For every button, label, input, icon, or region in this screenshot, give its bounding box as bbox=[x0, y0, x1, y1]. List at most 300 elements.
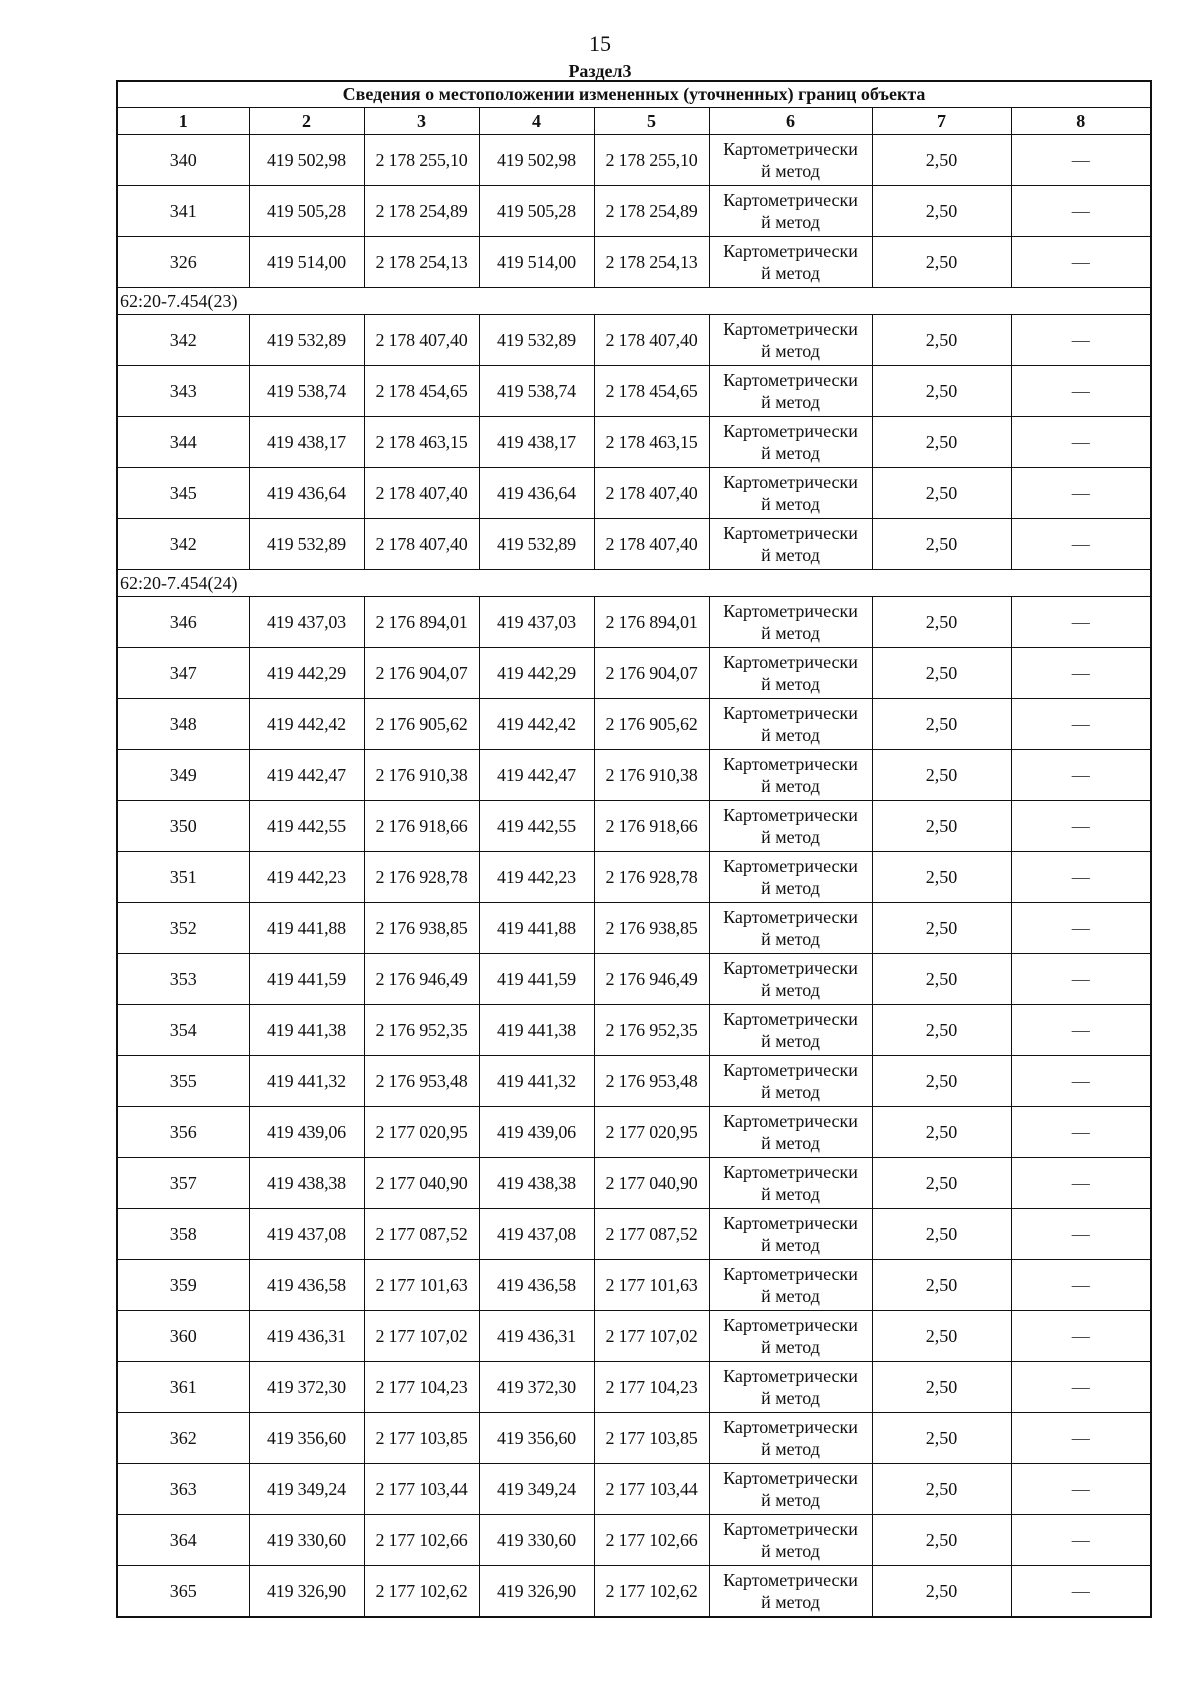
method-cell bbox=[709, 750, 872, 801]
y-old-cell: 2 176 946,49 bbox=[364, 954, 479, 1005]
y-new-cell: 2 176 938,85 bbox=[594, 903, 709, 954]
y-new-cell: 2 177 087,52 bbox=[594, 1209, 709, 1260]
method-text-line-2: й метод bbox=[761, 1490, 820, 1510]
description-cell: — bbox=[1011, 366, 1151, 417]
method-cell bbox=[709, 1515, 872, 1566]
method-text-line-1: Картометрически bbox=[723, 421, 858, 441]
y-old-cell: 2 176 905,62 bbox=[364, 699, 479, 750]
description-cell: — bbox=[1011, 135, 1151, 186]
x-new-cell: 419 441,88 bbox=[479, 903, 594, 954]
x-new-cell: 419 532,89 bbox=[479, 315, 594, 366]
table-row bbox=[117, 699, 1151, 750]
x-old-cell: 419 441,59 bbox=[249, 954, 364, 1005]
method-cell bbox=[709, 1362, 872, 1413]
x-old-cell: 419 442,29 bbox=[249, 648, 364, 699]
method-text-line-1: Картометрически bbox=[723, 1009, 858, 1029]
boundary-coordinates-table bbox=[116, 80, 1152, 1618]
point-number-cell: 361 bbox=[117, 1362, 249, 1413]
method-text-line-2: й метод bbox=[761, 1388, 820, 1408]
method-cell bbox=[709, 315, 872, 366]
y-old-cell: 2 178 254,13 bbox=[364, 237, 479, 288]
y-old-cell: 2 176 910,38 bbox=[364, 750, 479, 801]
table-row bbox=[117, 1158, 1151, 1209]
y-new-cell: 2 176 905,62 bbox=[594, 699, 709, 750]
accuracy-cell: 2,50 bbox=[872, 1413, 1011, 1464]
description-cell: — bbox=[1011, 852, 1151, 903]
y-old-cell: 2 178 407,40 bbox=[364, 468, 479, 519]
table-body bbox=[117, 135, 1151, 1618]
method-text-line-1: Картометрически bbox=[723, 1264, 858, 1284]
method-text-line-2: й метод bbox=[761, 161, 820, 181]
accuracy-cell: 2,50 bbox=[872, 1107, 1011, 1158]
y-new-cell: 2 177 107,02 bbox=[594, 1311, 709, 1362]
method-cell bbox=[709, 237, 872, 288]
method-cell bbox=[709, 135, 872, 186]
y-new-cell: 2 177 102,66 bbox=[594, 1515, 709, 1566]
accuracy-cell: 2,50 bbox=[872, 366, 1011, 417]
y-old-cell: 2 176 894,01 bbox=[364, 597, 479, 648]
accuracy-cell: 2,50 bbox=[872, 186, 1011, 237]
table-row bbox=[117, 366, 1151, 417]
y-new-cell: 2 176 946,49 bbox=[594, 954, 709, 1005]
y-old-cell: 2 177 102,66 bbox=[364, 1515, 479, 1566]
x-old-cell: 419 442,55 bbox=[249, 801, 364, 852]
group-label-row bbox=[117, 288, 1151, 315]
x-new-cell: 419 438,17 bbox=[479, 417, 594, 468]
x-old-cell: 419 441,32 bbox=[249, 1056, 364, 1107]
y-old-cell: 2 176 928,78 bbox=[364, 852, 479, 903]
x-old-cell: 419 538,74 bbox=[249, 366, 364, 417]
description-cell: — bbox=[1011, 1311, 1151, 1362]
method-cell bbox=[709, 1158, 872, 1209]
y-new-cell: 2 177 103,85 bbox=[594, 1413, 709, 1464]
table-row bbox=[117, 1515, 1151, 1566]
parcel-group-label: 62:20-7.454(24) bbox=[117, 570, 1151, 597]
y-old-cell: 2 177 040,90 bbox=[364, 1158, 479, 1209]
y-old-cell: 2 176 952,35 bbox=[364, 1005, 479, 1056]
point-number-cell: 357 bbox=[117, 1158, 249, 1209]
description-cell: — bbox=[1011, 1566, 1151, 1618]
method-text-line-1: Картометрически bbox=[723, 1468, 858, 1488]
y-new-cell: 2 178 407,40 bbox=[594, 519, 709, 570]
method-text-line-1: Картометрически bbox=[723, 523, 858, 543]
y-old-cell: 2 177 101,63 bbox=[364, 1260, 479, 1311]
method-cell bbox=[709, 468, 872, 519]
method-cell bbox=[709, 1209, 872, 1260]
method-cell bbox=[709, 648, 872, 699]
method-text-line-1: Картометрически bbox=[723, 703, 858, 723]
table-row bbox=[117, 597, 1151, 648]
x-old-cell: 419 441,38 bbox=[249, 1005, 364, 1056]
y-new-cell: 2 177 020,95 bbox=[594, 1107, 709, 1158]
point-number-cell: 350 bbox=[117, 801, 249, 852]
x-new-cell: 419 330,60 bbox=[479, 1515, 594, 1566]
method-cell bbox=[709, 1056, 872, 1107]
point-number-cell: 352 bbox=[117, 903, 249, 954]
accuracy-cell: 2,50 bbox=[872, 1515, 1011, 1566]
method-text-line-1: Картометрически bbox=[723, 190, 858, 210]
x-old-cell: 419 442,23 bbox=[249, 852, 364, 903]
method-text-line-2: й метод bbox=[761, 1337, 820, 1357]
y-new-cell: 2 178 255,10 bbox=[594, 135, 709, 186]
method-cell bbox=[709, 954, 872, 1005]
method-text-line-2: й метод bbox=[761, 1439, 820, 1459]
accuracy-cell: 2,50 bbox=[872, 237, 1011, 288]
method-text-line-2: й метод bbox=[761, 878, 820, 898]
x-old-cell: 419 330,60 bbox=[249, 1515, 364, 1566]
point-number-cell: 359 bbox=[117, 1260, 249, 1311]
point-number-cell: 348 bbox=[117, 699, 249, 750]
method-text-line-2: й метод bbox=[761, 341, 820, 361]
x-new-cell: 419 326,90 bbox=[479, 1566, 594, 1618]
point-number-cell: 351 bbox=[117, 852, 249, 903]
y-new-cell: 2 178 254,13 bbox=[594, 237, 709, 288]
y-new-cell: 2 178 454,65 bbox=[594, 366, 709, 417]
column-header-6: 6 bbox=[709, 108, 872, 135]
y-old-cell: 2 176 938,85 bbox=[364, 903, 479, 954]
description-cell: — bbox=[1011, 1209, 1151, 1260]
accuracy-cell: 2,50 bbox=[872, 597, 1011, 648]
y-new-cell: 2 178 463,15 bbox=[594, 417, 709, 468]
group-label-row bbox=[117, 570, 1151, 597]
method-text-line-1: Картометрически bbox=[723, 472, 858, 492]
x-old-cell: 419 438,17 bbox=[249, 417, 364, 468]
description-cell: — bbox=[1011, 648, 1151, 699]
x-new-cell: 419 502,98 bbox=[479, 135, 594, 186]
description-cell: — bbox=[1011, 1158, 1151, 1209]
x-new-cell: 419 505,28 bbox=[479, 186, 594, 237]
method-text-line-1: Картометрически bbox=[723, 139, 858, 159]
y-new-cell: 2 176 953,48 bbox=[594, 1056, 709, 1107]
column-header-4: 4 bbox=[479, 108, 594, 135]
x-new-cell: 419 436,58 bbox=[479, 1260, 594, 1311]
column-header-3: 3 bbox=[364, 108, 479, 135]
y-new-cell: 2 178 407,40 bbox=[594, 468, 709, 519]
table-row bbox=[117, 519, 1151, 570]
point-number-cell: 354 bbox=[117, 1005, 249, 1056]
method-text-line-1: Картометрически bbox=[723, 805, 858, 825]
method-text-line-2: й метод bbox=[761, 443, 820, 463]
table-row bbox=[117, 135, 1151, 186]
method-text-line-2: й метод bbox=[761, 674, 820, 694]
method-text-line-2: й метод bbox=[761, 212, 820, 232]
y-old-cell: 2 178 454,65 bbox=[364, 366, 479, 417]
y-new-cell: 2 177 103,44 bbox=[594, 1464, 709, 1515]
x-old-cell: 419 438,38 bbox=[249, 1158, 364, 1209]
x-old-cell: 419 442,47 bbox=[249, 750, 364, 801]
method-text-line-2: й метод bbox=[761, 776, 820, 796]
x-new-cell: 419 442,42 bbox=[479, 699, 594, 750]
point-number-cell: 346 bbox=[117, 597, 249, 648]
table-row bbox=[117, 852, 1151, 903]
description-cell: — bbox=[1011, 1362, 1151, 1413]
method-cell bbox=[709, 1311, 872, 1362]
y-old-cell: 2 177 087,52 bbox=[364, 1209, 479, 1260]
method-text-line-2: й метод bbox=[761, 545, 820, 565]
table-caption-row bbox=[117, 81, 1151, 108]
y-old-cell: 2 178 254,89 bbox=[364, 186, 479, 237]
x-new-cell: 419 349,24 bbox=[479, 1464, 594, 1515]
table-row bbox=[117, 1413, 1151, 1464]
accuracy-cell: 2,50 bbox=[872, 1209, 1011, 1260]
method-text-line-1: Картометрически bbox=[723, 907, 858, 927]
y-old-cell: 2 178 407,40 bbox=[364, 519, 479, 570]
point-number-cell: 349 bbox=[117, 750, 249, 801]
method-text-line-1: Картометрически bbox=[723, 1570, 858, 1590]
accuracy-cell: 2,50 bbox=[872, 519, 1011, 570]
method-text-line-2: й метод bbox=[761, 623, 820, 643]
x-old-cell: 419 436,58 bbox=[249, 1260, 364, 1311]
accuracy-cell: 2,50 bbox=[872, 468, 1011, 519]
method-text-line-1: Картометрически bbox=[723, 652, 858, 672]
description-cell: — bbox=[1011, 1515, 1151, 1566]
y-new-cell: 2 176 910,38 bbox=[594, 750, 709, 801]
x-old-cell: 419 372,30 bbox=[249, 1362, 364, 1413]
accuracy-cell: 2,50 bbox=[872, 648, 1011, 699]
x-new-cell: 419 514,00 bbox=[479, 237, 594, 288]
accuracy-cell: 2,50 bbox=[872, 954, 1011, 1005]
table-row bbox=[117, 750, 1151, 801]
y-old-cell: 2 177 102,62 bbox=[364, 1566, 479, 1618]
description-cell: — bbox=[1011, 519, 1151, 570]
column-header-2: 2 bbox=[249, 108, 364, 135]
method-cell bbox=[709, 1260, 872, 1311]
column-header-8: 8 bbox=[1011, 108, 1151, 135]
description-cell: — bbox=[1011, 468, 1151, 519]
y-new-cell: 2 177 104,23 bbox=[594, 1362, 709, 1413]
table-row bbox=[117, 1005, 1151, 1056]
description-cell: — bbox=[1011, 597, 1151, 648]
column-header-1: 1 bbox=[117, 108, 249, 135]
method-text-line-2: й метод bbox=[761, 980, 820, 1000]
description-cell: — bbox=[1011, 237, 1151, 288]
table-caption: Сведения о местоположении измененных (уточненных) границ объекта bbox=[117, 81, 1151, 108]
table-row bbox=[117, 468, 1151, 519]
x-new-cell: 419 442,55 bbox=[479, 801, 594, 852]
y-new-cell: 2 176 952,35 bbox=[594, 1005, 709, 1056]
method-cell bbox=[709, 801, 872, 852]
method-text-line-2: й метод bbox=[761, 1031, 820, 1051]
x-old-cell: 419 437,08 bbox=[249, 1209, 364, 1260]
table-row bbox=[117, 1464, 1151, 1515]
x-old-cell: 419 436,64 bbox=[249, 468, 364, 519]
description-cell: — bbox=[1011, 1464, 1151, 1515]
method-cell bbox=[709, 186, 872, 237]
accuracy-cell: 2,50 bbox=[872, 699, 1011, 750]
table-row bbox=[117, 1260, 1151, 1311]
x-new-cell: 419 442,47 bbox=[479, 750, 594, 801]
point-number-cell: 344 bbox=[117, 417, 249, 468]
table-row bbox=[117, 1209, 1151, 1260]
method-cell bbox=[709, 519, 872, 570]
method-cell bbox=[709, 699, 872, 750]
method-cell bbox=[709, 1005, 872, 1056]
column-number-row bbox=[117, 108, 1151, 135]
x-old-cell: 419 505,28 bbox=[249, 186, 364, 237]
x-new-cell: 419 441,59 bbox=[479, 954, 594, 1005]
method-cell bbox=[709, 417, 872, 468]
accuracy-cell: 2,50 bbox=[872, 1311, 1011, 1362]
point-number-cell: 355 bbox=[117, 1056, 249, 1107]
point-number-cell: 341 bbox=[117, 186, 249, 237]
y-new-cell: 2 176 928,78 bbox=[594, 852, 709, 903]
description-cell: — bbox=[1011, 1260, 1151, 1311]
column-header-7: 7 bbox=[872, 108, 1011, 135]
method-text-line-1: Картометрически bbox=[723, 1111, 858, 1131]
accuracy-cell: 2,50 bbox=[872, 903, 1011, 954]
x-old-cell: 419 514,00 bbox=[249, 237, 364, 288]
parcel-group-label: 62:20-7.454(23) bbox=[117, 288, 1151, 315]
y-old-cell: 2 176 918,66 bbox=[364, 801, 479, 852]
table-row bbox=[117, 1362, 1151, 1413]
description-cell: — bbox=[1011, 1005, 1151, 1056]
y-old-cell: 2 178 463,15 bbox=[364, 417, 479, 468]
method-text-line-2: й метод bbox=[761, 1133, 820, 1153]
method-text-line-2: й метод bbox=[761, 1286, 820, 1306]
x-new-cell: 419 436,64 bbox=[479, 468, 594, 519]
method-text-line-2: й метод bbox=[761, 827, 820, 847]
point-number-cell: 342 bbox=[117, 315, 249, 366]
y-old-cell: 2 176 953,48 bbox=[364, 1056, 479, 1107]
method-text-line-1: Картометрически bbox=[723, 1366, 858, 1386]
page-number: 15 bbox=[589, 31, 611, 56]
method-text-line-2: й метод bbox=[761, 725, 820, 745]
y-old-cell: 2 177 103,44 bbox=[364, 1464, 479, 1515]
method-text-line-2: й метод bbox=[761, 263, 820, 283]
x-new-cell: 419 438,38 bbox=[479, 1158, 594, 1209]
y-old-cell: 2 178 407,40 bbox=[364, 315, 479, 366]
description-cell: — bbox=[1011, 186, 1151, 237]
column-header-5: 5 bbox=[594, 108, 709, 135]
method-text-line-1: Картометрически bbox=[723, 754, 858, 774]
table-row bbox=[117, 237, 1151, 288]
table-row bbox=[117, 1566, 1151, 1618]
accuracy-cell: 2,50 bbox=[872, 852, 1011, 903]
description-cell: — bbox=[1011, 1413, 1151, 1464]
y-new-cell: 2 176 894,01 bbox=[594, 597, 709, 648]
method-text-line-1: Картометрически bbox=[723, 1315, 858, 1335]
point-number-cell: 343 bbox=[117, 366, 249, 417]
y-old-cell: 2 178 255,10 bbox=[364, 135, 479, 186]
y-new-cell: 2 177 040,90 bbox=[594, 1158, 709, 1209]
x-new-cell: 419 436,31 bbox=[479, 1311, 594, 1362]
x-old-cell: 419 439,06 bbox=[249, 1107, 364, 1158]
y-new-cell: 2 176 904,07 bbox=[594, 648, 709, 699]
point-number-cell: 347 bbox=[117, 648, 249, 699]
description-cell: — bbox=[1011, 903, 1151, 954]
table-row bbox=[117, 315, 1151, 366]
accuracy-cell: 2,50 bbox=[872, 1056, 1011, 1107]
x-old-cell: 419 437,03 bbox=[249, 597, 364, 648]
x-old-cell: 419 441,88 bbox=[249, 903, 364, 954]
y-new-cell: 2 177 101,63 bbox=[594, 1260, 709, 1311]
table-row bbox=[117, 903, 1151, 954]
method-text-line-1: Картометрически bbox=[723, 1519, 858, 1539]
point-number-cell: 362 bbox=[117, 1413, 249, 1464]
x-new-cell: 419 538,74 bbox=[479, 366, 594, 417]
x-new-cell: 419 532,89 bbox=[479, 519, 594, 570]
x-new-cell: 419 442,29 bbox=[479, 648, 594, 699]
method-text-line-1: Картометрически bbox=[723, 241, 858, 261]
table-row bbox=[117, 1056, 1151, 1107]
method-cell bbox=[709, 852, 872, 903]
method-text-line-1: Картометрически bbox=[723, 1060, 858, 1080]
point-number-cell: 360 bbox=[117, 1311, 249, 1362]
accuracy-cell: 2,50 bbox=[872, 1362, 1011, 1413]
point-number-cell: 365 bbox=[117, 1566, 249, 1618]
point-number-cell: 356 bbox=[117, 1107, 249, 1158]
accuracy-cell: 2,50 bbox=[872, 801, 1011, 852]
x-new-cell: 419 356,60 bbox=[479, 1413, 594, 1464]
method-text-line-2: й метод bbox=[761, 1184, 820, 1204]
method-cell bbox=[709, 597, 872, 648]
table-row bbox=[117, 1107, 1151, 1158]
table-row bbox=[117, 648, 1151, 699]
accuracy-cell: 2,50 bbox=[872, 1260, 1011, 1311]
y-new-cell: 2 176 918,66 bbox=[594, 801, 709, 852]
accuracy-cell: 2,50 bbox=[872, 1158, 1011, 1209]
x-new-cell: 419 437,08 bbox=[479, 1209, 594, 1260]
description-cell: — bbox=[1011, 750, 1151, 801]
y-old-cell: 2 176 904,07 bbox=[364, 648, 479, 699]
method-text-line-2: й метод bbox=[761, 1235, 820, 1255]
description-cell: — bbox=[1011, 1056, 1151, 1107]
point-number-cell: 342 bbox=[117, 519, 249, 570]
accuracy-cell: 2,50 bbox=[872, 750, 1011, 801]
point-number-cell: 364 bbox=[117, 1515, 249, 1566]
x-old-cell: 419 532,89 bbox=[249, 519, 364, 570]
table-row bbox=[117, 186, 1151, 237]
method-text-line-1: Картометрически bbox=[723, 958, 858, 978]
x-old-cell: 419 356,60 bbox=[249, 1413, 364, 1464]
description-cell: — bbox=[1011, 699, 1151, 750]
table-row bbox=[117, 801, 1151, 852]
accuracy-cell: 2,50 bbox=[872, 1566, 1011, 1618]
y-old-cell: 2 177 103,85 bbox=[364, 1413, 479, 1464]
method-text-line-2: й метод bbox=[761, 392, 820, 412]
method-text-line-2: й метод bbox=[761, 1592, 820, 1612]
method-cell bbox=[709, 1566, 872, 1618]
method-text-line-1: Картометрически bbox=[723, 1162, 858, 1182]
method-text-line-2: й метод bbox=[761, 1082, 820, 1102]
method-text-line-2: й метод bbox=[761, 1541, 820, 1561]
x-old-cell: 419 502,98 bbox=[249, 135, 364, 186]
method-text-line-1: Картометрически bbox=[723, 1213, 858, 1233]
method-text-line-1: Картометрически bbox=[723, 1417, 858, 1437]
x-new-cell: 419 441,32 bbox=[479, 1056, 594, 1107]
method-cell bbox=[709, 1107, 872, 1158]
accuracy-cell: 2,50 bbox=[872, 417, 1011, 468]
table-row bbox=[117, 1311, 1151, 1362]
description-cell: — bbox=[1011, 417, 1151, 468]
y-old-cell: 2 177 104,23 bbox=[364, 1362, 479, 1413]
method-cell bbox=[709, 366, 872, 417]
point-number-cell: 363 bbox=[117, 1464, 249, 1515]
y-new-cell: 2 178 254,89 bbox=[594, 186, 709, 237]
accuracy-cell: 2,50 bbox=[872, 315, 1011, 366]
description-cell: — bbox=[1011, 954, 1151, 1005]
method-text-line-2: й метод bbox=[761, 494, 820, 514]
x-new-cell: 419 442,23 bbox=[479, 852, 594, 903]
description-cell: — bbox=[1011, 801, 1151, 852]
point-number-cell: 345 bbox=[117, 468, 249, 519]
x-new-cell: 419 441,38 bbox=[479, 1005, 594, 1056]
x-old-cell: 419 532,89 bbox=[249, 315, 364, 366]
accuracy-cell: 2,50 bbox=[872, 1464, 1011, 1515]
description-cell: — bbox=[1011, 1107, 1151, 1158]
section-label: Раздел3 bbox=[568, 61, 632, 81]
method-text-line-2: й метод bbox=[761, 929, 820, 949]
